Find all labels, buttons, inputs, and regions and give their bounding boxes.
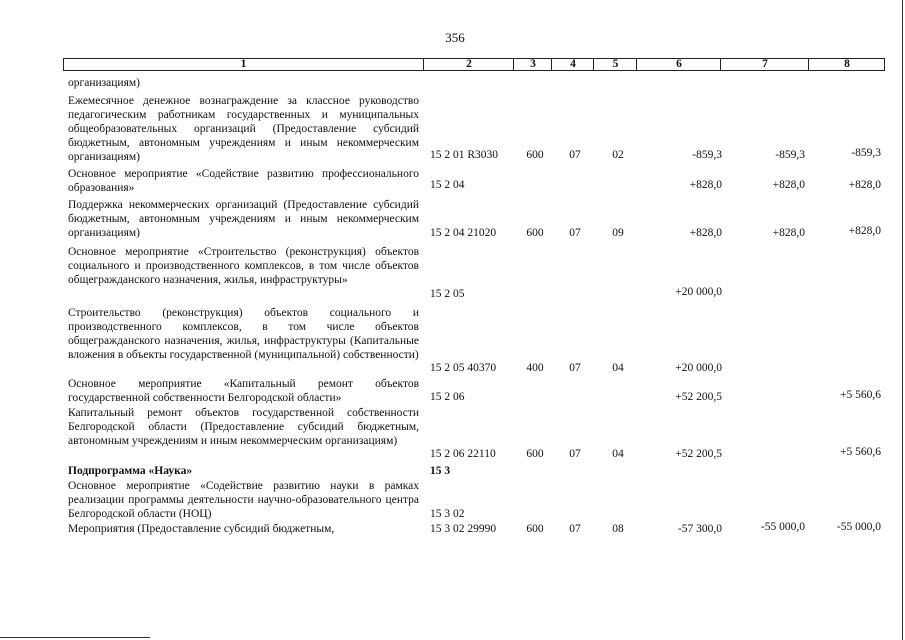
row-col3: 600 — [526, 227, 544, 239]
row-col3: 600 — [526, 448, 544, 460]
row-col5: 02 — [612, 149, 624, 161]
column-header-8: 8 — [808, 59, 885, 70]
row-code: 15 2 04 — [430, 179, 465, 191]
column-header-6: 6 — [636, 59, 721, 70]
row-code: 15 2 04 21020 — [430, 227, 497, 239]
row-col8: +828,0 — [848, 225, 881, 237]
row-code: 15 2 01 R3030 — [430, 149, 499, 161]
row-col7: +828,0 — [772, 227, 805, 239]
row-description: Поддержка некоммерческих организаций (Предоставление субсидий бюджетным, автономным учреждениям и иным некоммерческим организациям) — [68, 199, 419, 240]
row-description: Капитальный ремонт объектов государственной собственности Белгородской области (Предоставление субсидий бюджетным, автономным учреждениям и иным некоммерческим организациям) — [68, 407, 419, 448]
row-col4: 07 — [569, 227, 581, 239]
row-code: 15 2 06 22110 — [430, 448, 496, 460]
scan-edge-line — [902, 0, 903, 640]
scan-bottom-line — [0, 637, 150, 638]
row-col6: +52 200,5 — [675, 448, 722, 460]
column-header-3: 3 — [513, 59, 552, 70]
table-header — [63, 58, 885, 71]
row-col6: +20 000,0 — [675, 362, 722, 374]
row-col8: -859,3 — [851, 147, 881, 159]
row-col5: 08 — [612, 523, 624, 535]
row-col3: 400 — [526, 362, 544, 374]
row-col7: +828,0 — [772, 179, 805, 191]
row-col6: +52 200,5 — [675, 391, 722, 403]
row-description: Строительство (реконструкция) объектов социального и производственного комплексов, в том числе объектов общегражданского назначения, жилья, инфраструктуры (Капитальные вложения в объекты государственной (муниципальной) собственности) — [68, 307, 419, 362]
row-description: Основное мероприятие «Строительство (реконструкция) объектов социального и производственного комплексов, в том числе объектов общегражданского назначения, жилья, инфраструктуры» — [68, 246, 419, 287]
section-heading: Подпрограмма «Наука» — [68, 465, 193, 477]
column-header-5: 5 — [593, 59, 637, 70]
row-col4: 07 — [569, 149, 581, 161]
column-header-7: 7 — [720, 59, 809, 70]
row-col5: 04 — [612, 362, 624, 374]
row-description: организациям) — [68, 77, 140, 89]
row-col6: +828,0 — [689, 179, 722, 191]
column-header-1: 1 — [240, 58, 247, 70]
column-header-4: 4 — [551, 59, 594, 70]
column-header-2: 2 — [423, 59, 514, 70]
row-col3: 600 — [526, 149, 544, 161]
row-description: Ежемесячное денежное вознаграждение за классное руководство педагогическим работникам государственных и муниципальных общеобразовательных организаций (Предоставление субсидий бюджетным, автономным учреждениям и иным некоммерческим организациям) — [68, 95, 419, 164]
row-description: Основное мероприятие «Содействие развитию профессионального образования» — [68, 168, 419, 195]
row-description: Мероприятия (Предоставление субсидий бюджетным, — [68, 523, 335, 535]
row-code: 15 2 06 — [430, 391, 465, 403]
row-col8: +5 560,6 — [840, 389, 881, 401]
row-col8: +5 560,6 — [840, 446, 881, 458]
row-col4: 07 — [569, 448, 581, 460]
row-col5: 04 — [612, 448, 624, 460]
row-code: 15 3 02 — [430, 508, 465, 520]
row-code: 15 3 02 29990 — [430, 523, 497, 535]
row-code: 15 3 — [430, 465, 451, 477]
row-col5: 09 — [612, 227, 624, 239]
row-col4: 07 — [569, 362, 581, 374]
row-col8: +828,0 — [848, 179, 881, 191]
row-col7: -859,3 — [775, 149, 805, 161]
row-code: 15 2 05 — [430, 288, 465, 300]
row-col6: +828,0 — [689, 227, 722, 239]
row-description: Основное мероприятие «Содействие развитию науки в рамках реализации программы деятельности научно-образовательного центра Белгородской области (НОЦ) — [68, 480, 419, 521]
row-col7: -55 000,0 — [760, 521, 805, 533]
row-code: 15 2 05 40370 — [430, 362, 497, 374]
row-col4: 07 — [569, 523, 581, 535]
row-col6: -859,3 — [692, 149, 722, 161]
row-col8: -55 000,0 — [836, 521, 881, 533]
row-description: Основное мероприятие «Капитальный ремонт объектов государственной собственности Белгородской области» — [68, 378, 419, 405]
row-col6: -57 300,0 — [677, 523, 722, 535]
page-number: 356 — [445, 30, 465, 45]
row-col3: 600 — [526, 523, 544, 535]
row-col6: +20 000,0 — [675, 286, 722, 298]
